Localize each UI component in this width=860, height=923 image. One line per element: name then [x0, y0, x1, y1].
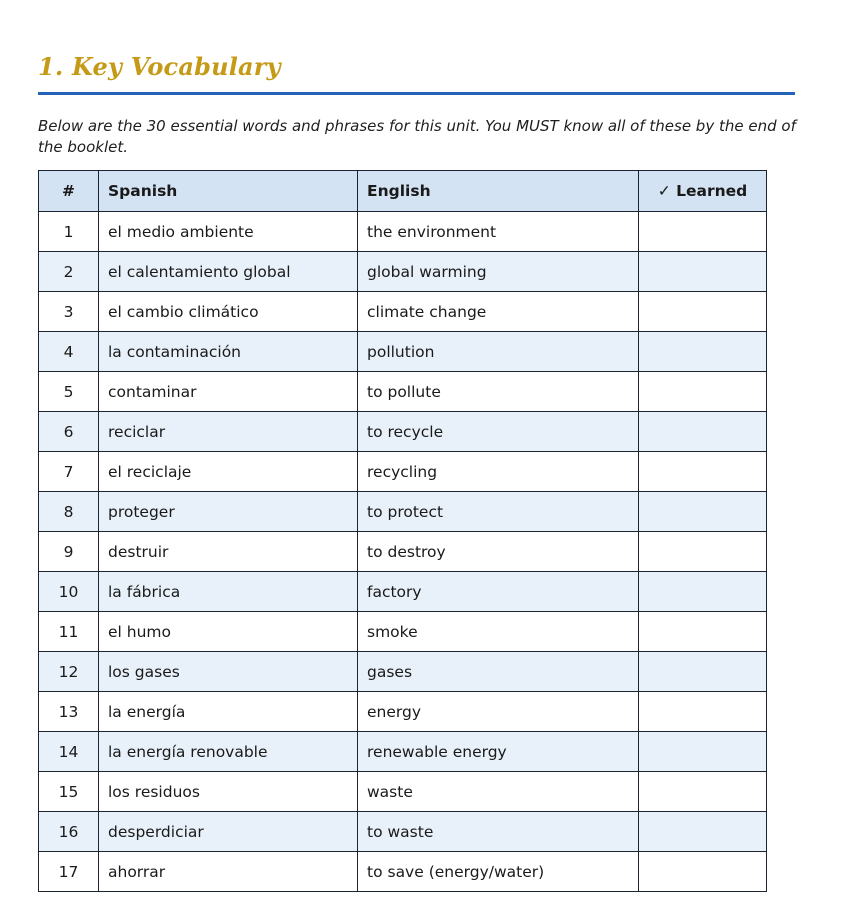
- english-translation: the environment: [358, 212, 639, 252]
- row-number: 14: [39, 732, 99, 772]
- heading-rule: [38, 92, 795, 95]
- header-learned: ✓ Learned: [639, 171, 767, 212]
- table-row: [39, 812, 767, 852]
- spanish-term: la fábrica: [99, 572, 358, 612]
- english-translation: energy: [358, 692, 639, 732]
- table-row: [39, 492, 767, 532]
- row-number: 15: [39, 772, 99, 812]
- english-translation: global warming: [358, 252, 639, 292]
- table-row: [39, 612, 767, 652]
- table-row: [39, 212, 767, 252]
- table-row: [39, 852, 767, 892]
- spanish-term: el cambio climático: [99, 292, 358, 332]
- learned-checkbox-cell[interactable]: [639, 692, 767, 732]
- english-translation: factory: [358, 572, 639, 612]
- english-translation: smoke: [358, 612, 639, 652]
- table-row: [39, 332, 767, 372]
- table-row: [39, 452, 767, 492]
- spanish-term: la energía renovable: [99, 732, 358, 772]
- table-row: [39, 252, 767, 292]
- english-translation: climate change: [358, 292, 639, 332]
- row-number: 4: [39, 332, 99, 372]
- row-number: 6: [39, 412, 99, 452]
- learned-checkbox-cell[interactable]: [639, 812, 767, 852]
- spanish-term: destruir: [99, 532, 358, 572]
- spanish-term: contaminar: [99, 372, 358, 412]
- learned-checkbox-cell[interactable]: [639, 852, 767, 892]
- learned-checkbox-cell[interactable]: [639, 212, 767, 252]
- row-number: 1: [39, 212, 99, 252]
- spanish-term: reciclar: [99, 412, 358, 452]
- learned-checkbox-cell[interactable]: [639, 452, 767, 492]
- header-row: [39, 171, 767, 212]
- row-number: 2: [39, 252, 99, 292]
- spanish-term: el reciclaje: [99, 452, 358, 492]
- table-row: [39, 372, 767, 412]
- learned-checkbox-cell[interactable]: [639, 772, 767, 812]
- header-english: English: [358, 171, 639, 212]
- learned-checkbox-cell[interactable]: [639, 612, 767, 652]
- learned-checkbox-cell[interactable]: [639, 372, 767, 412]
- learned-checkbox-cell[interactable]: [639, 332, 767, 372]
- table-row: [39, 412, 767, 452]
- row-number: 8: [39, 492, 99, 532]
- row-number: 11: [39, 612, 99, 652]
- english-translation: renewable energy: [358, 732, 639, 772]
- learned-checkbox-cell[interactable]: [639, 492, 767, 532]
- spanish-term: proteger: [99, 492, 358, 532]
- learned-checkbox-cell[interactable]: [639, 252, 767, 292]
- section-heading: 1. Key Vocabulary: [38, 52, 281, 81]
- spanish-term: los residuos: [99, 772, 358, 812]
- table-row: [39, 292, 767, 332]
- english-translation: to waste: [358, 812, 639, 852]
- spanish-term: los gases: [99, 652, 358, 692]
- vocabulary-table: [38, 170, 767, 892]
- spanish-term: el medio ambiente: [99, 212, 358, 252]
- table-row: [39, 692, 767, 732]
- english-translation: to save (energy/water): [358, 852, 639, 892]
- row-number: 7: [39, 452, 99, 492]
- row-number: 10: [39, 572, 99, 612]
- english-translation: waste: [358, 772, 639, 812]
- table-row: [39, 772, 767, 812]
- english-translation: to recycle: [358, 412, 639, 452]
- row-number: 16: [39, 812, 99, 852]
- header-number: #: [39, 171, 99, 212]
- table-header: [39, 171, 767, 212]
- english-translation: to pollute: [358, 372, 639, 412]
- spanish-term: el calentamiento global: [99, 252, 358, 292]
- learned-checkbox-cell[interactable]: [639, 732, 767, 772]
- row-number: 9: [39, 532, 99, 572]
- learned-checkbox-cell[interactable]: [639, 292, 767, 332]
- intro-text: Below are the 30 essential words and phrases for this unit. You MUST know all of these by the end of the booklet.: [38, 117, 796, 156]
- english-translation: to destroy: [358, 532, 639, 572]
- learned-checkbox-cell[interactable]: [639, 652, 767, 692]
- english-translation: pollution: [358, 332, 639, 372]
- learned-checkbox-cell[interactable]: [639, 412, 767, 452]
- learned-checkbox-cell[interactable]: [639, 572, 767, 612]
- row-number: 5: [39, 372, 99, 412]
- table-row: [39, 732, 767, 772]
- row-number: 3: [39, 292, 99, 332]
- row-number: 12: [39, 652, 99, 692]
- learned-checkbox-cell[interactable]: [639, 532, 767, 572]
- row-number: 17: [39, 852, 99, 892]
- english-translation: recycling: [358, 452, 639, 492]
- spanish-term: desperdiciar: [99, 812, 358, 852]
- table-body: [39, 212, 767, 892]
- header-spanish: Spanish: [99, 171, 358, 212]
- spanish-term: ahorrar: [99, 852, 358, 892]
- table-row: [39, 652, 767, 692]
- english-translation: to protect: [358, 492, 639, 532]
- spanish-term: el humo: [99, 612, 358, 652]
- table-row: [39, 572, 767, 612]
- row-number: 13: [39, 692, 99, 732]
- spanish-term: la contaminación: [99, 332, 358, 372]
- english-translation: gases: [358, 652, 639, 692]
- table-row: [39, 532, 767, 572]
- spanish-term: la energía: [99, 692, 358, 732]
